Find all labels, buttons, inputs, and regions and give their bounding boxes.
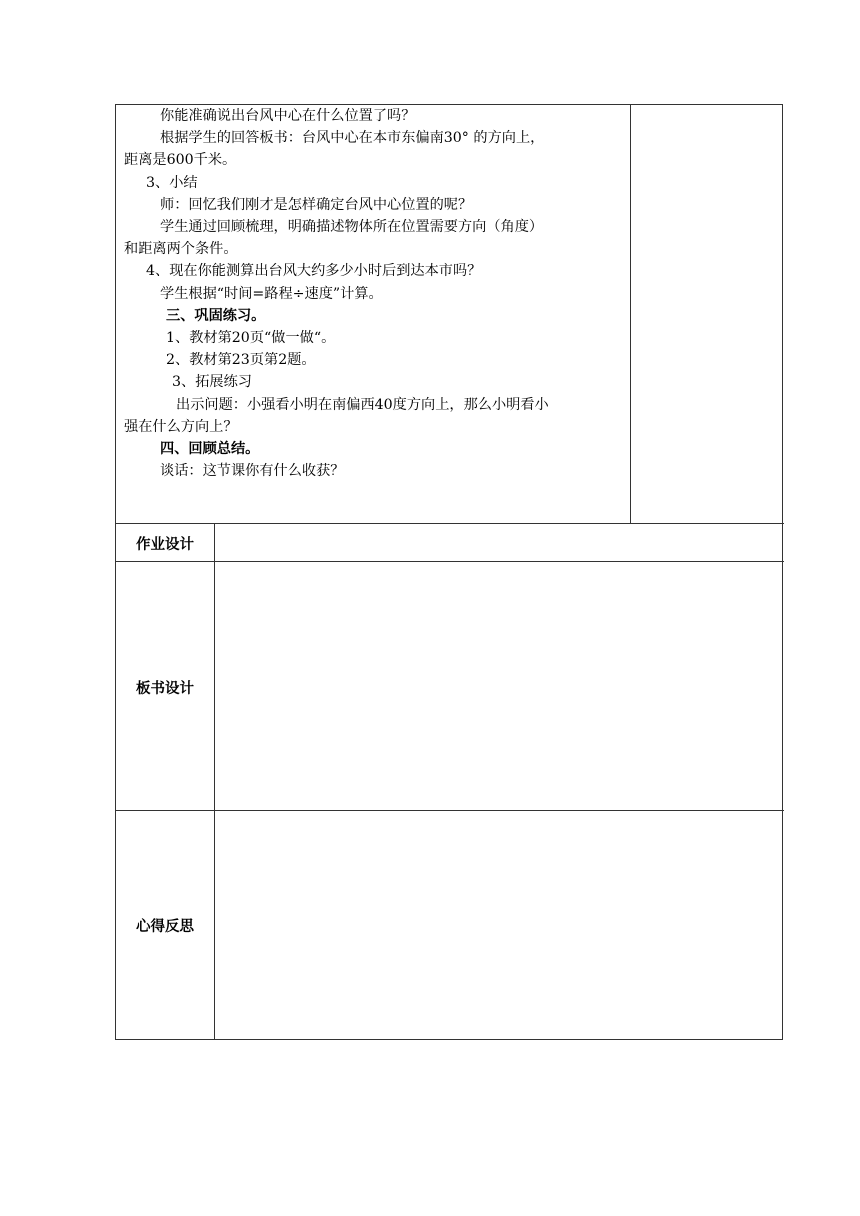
content-line: 学生根据“时间=路程÷速度”计算。 — [160, 285, 383, 302]
homework-cell — [214, 523, 784, 561]
lesson-content — [124, 105, 629, 482]
homework-label: 作业设计 — [136, 537, 194, 553]
content-line: 3、拓展练习 — [172, 374, 252, 391]
content-line: 2、教材第23页第2题。 — [166, 352, 316, 369]
board-design-label: 板书设计 — [136, 681, 194, 697]
lesson-plan-table — [115, 104, 783, 1040]
content-line: 根据学生的回答板书：台风中心在本市东偏南30° 的方向上， — [160, 130, 545, 147]
content-line: 谈话：这节课你有什么收获？ — [160, 463, 345, 480]
reflection-cell — [214, 810, 784, 1040]
divider — [630, 105, 631, 523]
content-line: 师：回忆我们刚才是怎样确定台风中心位置的呢？ — [160, 196, 473, 213]
board-design-cell — [214, 561, 784, 810]
content-line: 3、小结 — [146, 174, 198, 191]
content-line: 4、现在你能测算出台风大约多少小时后到达本市吗？ — [146, 263, 482, 280]
content-line: 强在什么方向上？ — [124, 418, 238, 435]
divider — [214, 523, 215, 1039]
reflection-label: 心得反思 — [136, 919, 194, 935]
lesson-content-cell — [116, 105, 630, 523]
content-line: 1、教材第20页“做一做“。 — [166, 330, 336, 347]
section-heading: 三、巩固练习。 — [166, 307, 266, 324]
content-line: 和距离两个条件。 — [124, 241, 238, 258]
content-line: 距离是600千米。 — [124, 152, 237, 169]
notes-cell — [630, 105, 784, 523]
content-line: 出示问题：小强看小明在南偏西40度方向上，那么小明看小 — [176, 396, 549, 413]
content-line: 学生通过回顾梳理，明确描述物体所在位置需要方向（角度） — [160, 219, 544, 236]
section-heading: 四、回顾总结。 — [160, 441, 260, 458]
content-line: 你能准确说出台风中心在什么位置了吗？ — [160, 108, 416, 124]
